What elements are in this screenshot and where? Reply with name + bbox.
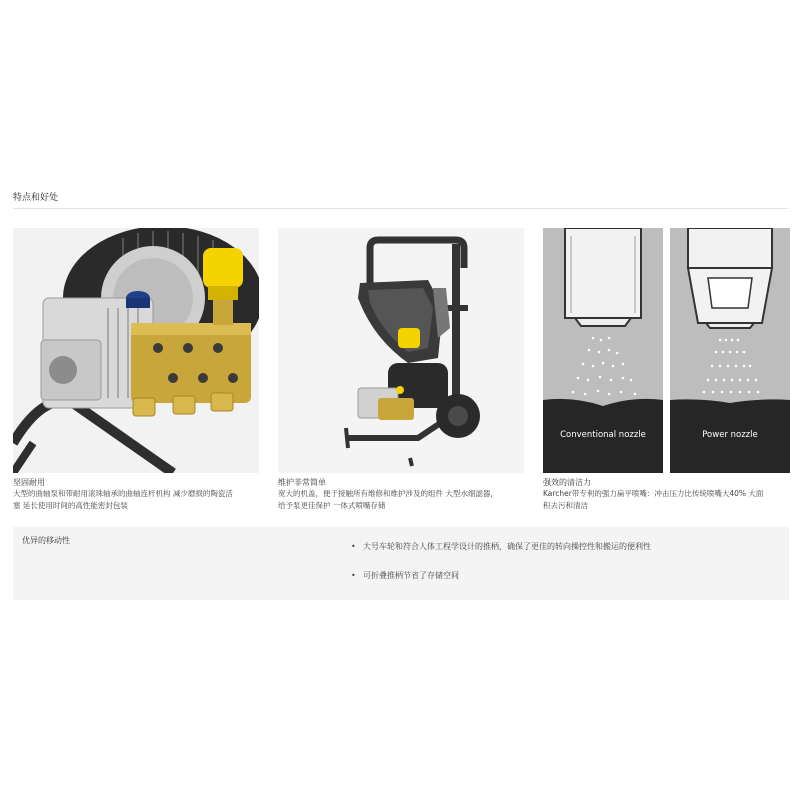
card-title: 坚固耐用 — [13, 478, 45, 487]
feature-card-maintenance — [278, 228, 524, 512]
card-text-line: 大型的曲轴泵和带耐用滚珠轴承的曲轴连杆机构 减少磨损的陶瓷活 — [13, 489, 233, 498]
bullet-text: 可折叠推柄节省了存储空间 — [363, 571, 459, 580]
card-title: 强效的清洁力 — [543, 478, 591, 487]
list-item — [351, 570, 651, 581]
mobility-title: 优异的移动性 — [22, 536, 70, 545]
card-text-line: Karcher带专利的强力扁平喷嘴：冲击压力比传统喷嘴大40% 大面 — [543, 489, 764, 498]
pump-closeup-image — [13, 228, 259, 473]
mobility-panel — [13, 527, 789, 600]
features-section-title: 特点和好处 — [13, 193, 59, 203]
bullet-icon: • — [351, 542, 356, 551]
card-text-line: 给予泵更佳保护 一体式喷嘴存储 — [278, 501, 386, 510]
power-nozzle-label: Power nozzle — [702, 430, 758, 440]
section-divider — [13, 208, 788, 209]
card-text-line: 积去污和清洁 — [543, 501, 588, 510]
card-title: 维护非常简单 — [278, 478, 326, 487]
pressure-washer-image — [278, 228, 524, 473]
conventional-nozzle-panel — [543, 228, 663, 473]
conventional-nozzle-label: Conventional nozzle — [560, 430, 646, 440]
nozzle-comparison-image — [543, 228, 793, 473]
power-nozzle-panel — [670, 228, 790, 473]
bullet-icon: • — [351, 571, 356, 580]
bullet-text: 大号车轮和符合人体工程学设计的推柄，确保了更佳的转向操控性和搬运的便利性 — [363, 542, 651, 551]
feature-card-durable — [13, 228, 259, 512]
card-text-line: 塞 延长使用时间的高性能密封包装 — [13, 501, 128, 510]
mobility-bullet-list — [351, 541, 651, 599]
feature-card-cleaning-power — [543, 228, 793, 512]
card-text-line: 宽大的机盖，便于接触所有维修和维护涉及的组件 大型水细滤器， — [278, 489, 498, 498]
list-item — [351, 541, 651, 552]
